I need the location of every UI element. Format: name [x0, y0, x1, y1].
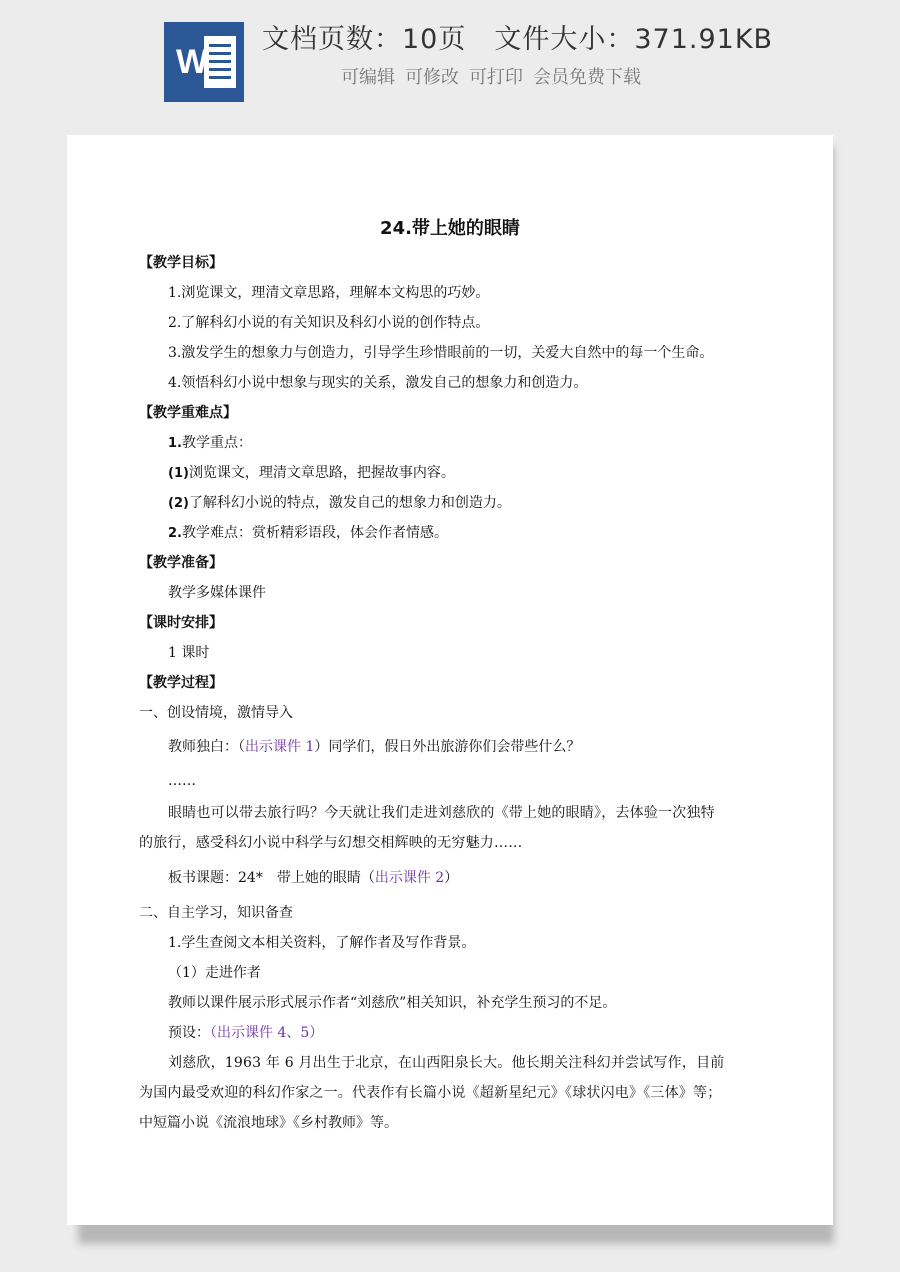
key-point-1: 1.教学重点： — [168, 435, 252, 451]
heading-teaching-goals: 【教学目标】 — [139, 255, 223, 271]
author-bio-line-1: 刘慈欣，1963 年 6 月出生于北京，在山西阳泉长大。他长期关注科幻并尝试写作，目前 — [168, 1055, 725, 1071]
download-banner — [0, 0, 900, 125]
teacher-display-text: 教师以课件展示形式展示作者“刘慈欣”相关知识，补充学生预习的不足。 — [168, 995, 617, 1011]
feature-printable: 可打印 — [469, 67, 523, 88]
goal-item-1: 1.浏览课文，理清文章思路，理解本文构思的巧妙。 — [168, 285, 490, 301]
feature-modifiable: 可修改 — [405, 67, 459, 88]
feature-list — [341, 64, 651, 92]
feature-editable: 可编辑 — [341, 67, 395, 88]
courseware-ref-1: 出示课件 1 — [245, 739, 315, 755]
section-1-title: 一、创设情境，激情导入 — [139, 705, 293, 721]
document-title: 24.带上她的眼睛 — [380, 218, 520, 239]
document-page — [67, 135, 833, 1225]
courseware-ref-4-5: （出示课件 4、5） — [210, 1025, 324, 1041]
author-bio-line-2: 为国内最受欢迎的科幻作家之一。代表作有长篇小说《超新星纪元》《球状闪电》《三体》等； — [139, 1085, 722, 1101]
heading-key-points: 【教学重难点】 — [139, 405, 237, 421]
feature-member-download: 会员免费下载 — [533, 67, 641, 88]
word-document-icon — [164, 22, 244, 102]
key-point-2: 2.教学难点：赏析精彩语段，体会作者情感。 — [168, 525, 448, 541]
step-1-text: 1.学生查阅文本相关资料，了解作者及写作背景。 — [168, 935, 476, 951]
page-count-label: 文档页数：10页 — [262, 24, 467, 55]
courseware-ref-2: 出示课件 2 — [374, 870, 445, 886]
heading-process: 【教学过程】 — [139, 675, 223, 691]
ellipsis-line: …… — [168, 773, 196, 789]
section-2-title: 二、自主学习，知识备查 — [139, 905, 293, 921]
board-title-line: 板书课题：24* 带上她的眼睛（出示课件 2） — [168, 870, 459, 886]
preset-line: 预设：（出示课件 4、5） — [168, 1025, 324, 1041]
heading-schedule: 【课时安排】 — [139, 615, 223, 631]
schedule-text: 1 课时 — [168, 645, 210, 661]
author-bio-line-3: 中短篇小说《流浪地球》《乡村教师》等。 — [139, 1115, 398, 1131]
key-point-1b: (2)了解科幻小说的特点，激发自己的想象力和创造力。 — [168, 495, 511, 511]
step-1a-text: （1）走进作者 — [168, 965, 261, 981]
file-info — [262, 20, 773, 60]
teacher-monologue: 教师独白：（出示课件 1）同学们，假日外出旅游你们会带些什么？ — [168, 739, 581, 755]
file-size-label: 文件大小：371.91KB — [494, 24, 774, 55]
goal-item-2: 2.了解科幻小说的有关知识及科幻小说的创作特点。 — [168, 315, 490, 331]
goal-item-3: 3.激发学生的想象力与创造力，引导学生珍惜眼前的一切，关爱大自然中的每一个生命。 — [168, 345, 714, 361]
heading-preparation: 【教学准备】 — [139, 555, 223, 571]
intro-paragraph-line-2: 的旅行，感受科幻小说中科学与幻想交相辉映的无穷魅力…… — [139, 835, 523, 851]
word-icon-letter: W — [175, 43, 209, 81]
key-point-1a: (1)浏览课文，理清文章思路，把握故事内容。 — [168, 465, 455, 481]
intro-paragraph-line-1: 眼睛也可以带去旅行吗？今天就让我们走进刘慈欣的《带上她的眼睛》，去体验一次独特 — [168, 805, 715, 821]
goal-item-4: 4.领悟科幻小说中想象与现实的关系，激发自己的想象力和创造力。 — [168, 375, 588, 391]
preparation-text: 教学多媒体课件 — [168, 585, 266, 601]
